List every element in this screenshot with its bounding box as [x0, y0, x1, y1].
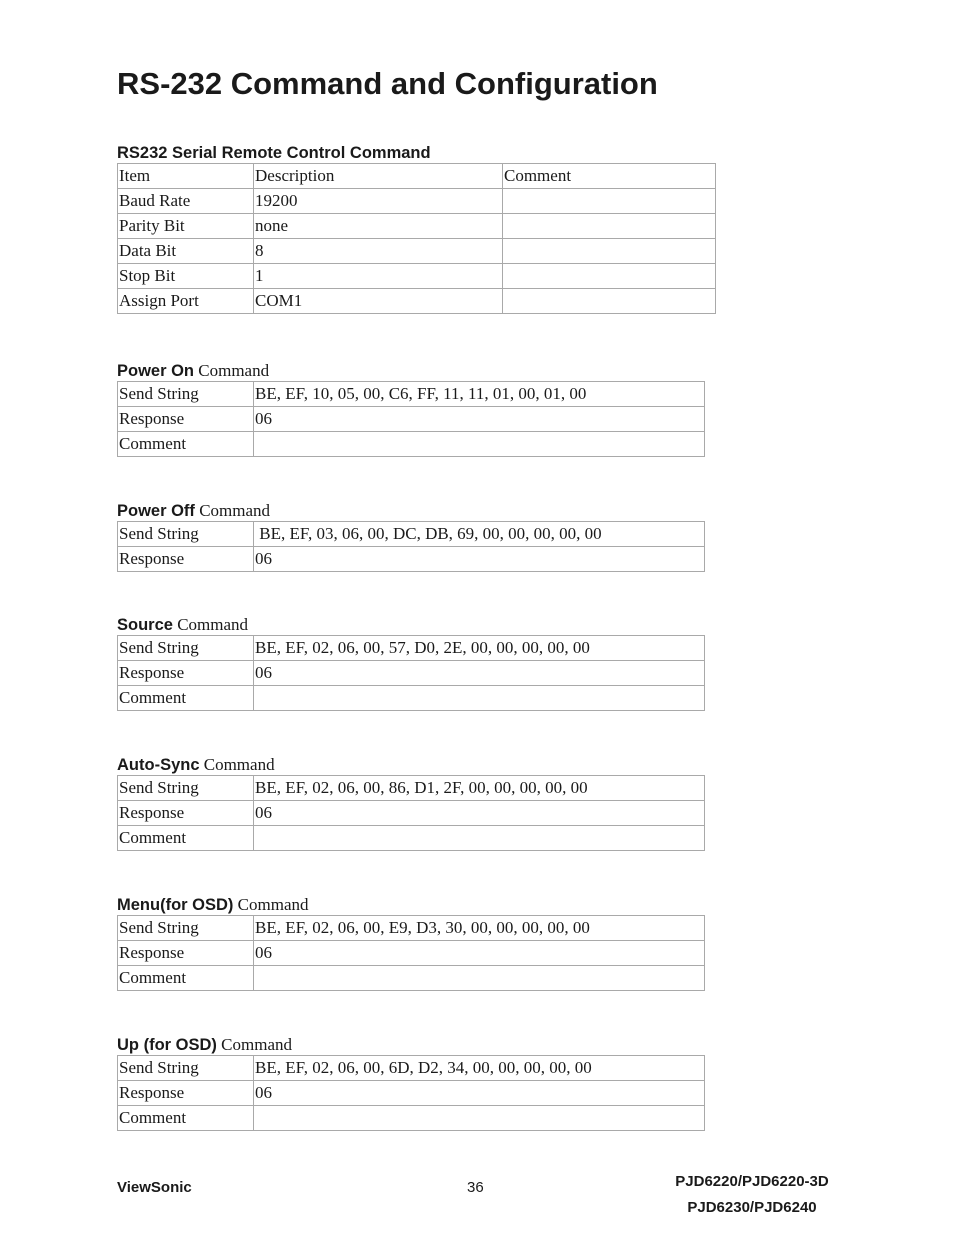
comment-row	[118, 826, 705, 851]
command-table	[117, 1055, 705, 1131]
response-row	[118, 941, 705, 966]
send-string-row	[118, 382, 705, 407]
send-string-value: BE, EF, 03, 06, 00, DC, DB, 69, 00, 00, 00, 00, 00	[254, 522, 705, 547]
response-value: 06	[254, 407, 705, 432]
send-string-row	[118, 776, 705, 801]
command-suffix: Command	[194, 361, 270, 380]
command-section-source	[117, 615, 705, 711]
comment-value	[254, 1106, 705, 1131]
command-suffix: Command	[172, 615, 249, 634]
response-value: 06	[254, 801, 705, 826]
response-value: 06	[254, 661, 705, 686]
response-label: Response	[118, 661, 254, 686]
command-name: Source	[117, 616, 173, 634]
table-header-row	[118, 164, 716, 189]
send-string-row	[118, 522, 705, 547]
response-row	[118, 801, 705, 826]
command-table	[117, 381, 705, 457]
row-description: 1	[254, 264, 503, 289]
command-heading	[117, 615, 705, 635]
send-string-label: Send String	[118, 776, 254, 801]
send-string-label: Send String	[118, 522, 254, 547]
command-name: Menu(for OSD)	[117, 896, 234, 914]
send-string-label: Send String	[118, 636, 254, 661]
row-comment	[503, 239, 716, 264]
table-row	[118, 214, 716, 239]
response-label: Response	[118, 1081, 254, 1106]
row-item: Stop Bit	[118, 264, 254, 289]
command-table	[117, 635, 705, 711]
response-label: Response	[118, 407, 254, 432]
send-string-value: BE, EF, 02, 06, 00, 86, D1, 2F, 00, 00, 00, 00, 00	[254, 776, 705, 801]
row-description: none	[254, 214, 503, 239]
response-row	[118, 547, 705, 572]
table-row	[118, 289, 716, 314]
command-name: Auto-Sync	[117, 756, 200, 774]
command-suffix: Command	[233, 895, 309, 914]
page-title: RS-232 Command and Configuration	[117, 66, 658, 101]
send-string-value: BE, EF, 02, 06, 00, E9, D3, 30, 00, 00, 00, 00, 00	[254, 916, 705, 941]
comment-row	[118, 432, 705, 457]
config-table	[117, 163, 716, 314]
footer-model	[640, 1169, 864, 1221]
row-item: Parity Bit	[118, 214, 254, 239]
row-description: 8	[254, 239, 503, 264]
send-string-row	[118, 636, 705, 661]
command-heading	[117, 755, 705, 775]
header-item: Item	[118, 164, 254, 189]
command-section-power-off	[117, 501, 705, 572]
comment-value	[254, 432, 705, 457]
response-value: 06	[254, 1081, 705, 1106]
response-label: Response	[118, 941, 254, 966]
config-section	[117, 143, 716, 314]
comment-value	[254, 966, 705, 991]
row-comment	[503, 189, 716, 214]
command-table	[117, 521, 705, 572]
command-suffix: Command	[199, 755, 275, 774]
comment-value	[254, 686, 705, 711]
command-section-auto-sync	[117, 755, 705, 851]
command-section-power-on	[117, 361, 705, 457]
row-comment	[503, 214, 716, 239]
send-string-value: BE, EF, 02, 06, 00, 57, D0, 2E, 00, 00, 00, 00, 00	[254, 636, 705, 661]
footer-model-line2: PJD6230/PJD6240	[687, 1199, 817, 1216]
row-comment	[503, 264, 716, 289]
response-value: 06	[254, 547, 705, 572]
command-name: Power On	[117, 362, 195, 380]
command-name: Up (for OSD)	[117, 1036, 217, 1054]
command-table	[117, 775, 705, 851]
response-row	[118, 661, 705, 686]
comment-label: Comment	[118, 826, 254, 851]
send-string-label: Send String	[118, 1056, 254, 1081]
response-label: Response	[118, 547, 254, 572]
row-description: 19200	[254, 189, 503, 214]
header-description: Description	[254, 164, 503, 189]
table-row	[118, 264, 716, 289]
command-section-up	[117, 1035, 705, 1131]
command-heading	[117, 1035, 705, 1055]
row-description: COM1	[254, 289, 503, 314]
send-string-row	[118, 916, 705, 941]
config-heading	[117, 143, 716, 163]
command-name: Power Off	[117, 502, 195, 520]
command-suffix: Command	[194, 501, 271, 520]
row-comment	[503, 289, 716, 314]
comment-label: Comment	[118, 966, 254, 991]
command-section-menu	[117, 895, 705, 991]
footer-model-line1: PJD6220/PJD6220-3D	[675, 1173, 829, 1190]
command-heading	[117, 361, 705, 381]
row-item: Baud Rate	[118, 189, 254, 214]
send-string-row	[118, 1056, 705, 1081]
response-label: Response	[118, 801, 254, 826]
table-row	[118, 189, 716, 214]
comment-value	[254, 826, 705, 851]
send-string-value: BE, EF, 10, 05, 00, C6, FF, 11, 11, 01, 00, 01, 00	[254, 382, 705, 407]
response-row	[118, 407, 705, 432]
footer-brand: ViewSonic	[117, 1179, 192, 1196]
table-row	[118, 239, 716, 264]
comment-label: Comment	[118, 1106, 254, 1131]
comment-row	[118, 1106, 705, 1131]
footer-page-number: 36	[467, 1179, 484, 1196]
command-heading	[117, 501, 705, 521]
response-row	[118, 1081, 705, 1106]
response-value: 06	[254, 941, 705, 966]
comment-label: Comment	[118, 432, 254, 457]
comment-row	[118, 686, 705, 711]
send-string-label: Send String	[118, 382, 254, 407]
row-item: Data Bit	[118, 239, 254, 264]
command-suffix: Command	[216, 1035, 292, 1054]
command-heading	[117, 895, 705, 915]
header-comment: Comment	[503, 164, 716, 189]
comment-row	[118, 966, 705, 991]
send-string-label: Send String	[118, 916, 254, 941]
command-table	[117, 915, 705, 991]
send-string-value: BE, EF, 02, 06, 00, 6D, D2, 34, 00, 00, 00, 00, 00	[254, 1056, 705, 1081]
row-item: Assign Port	[118, 289, 254, 314]
comment-label: Comment	[118, 686, 254, 711]
config-heading-text: RS232 Serial Remote Control Command	[117, 144, 431, 162]
